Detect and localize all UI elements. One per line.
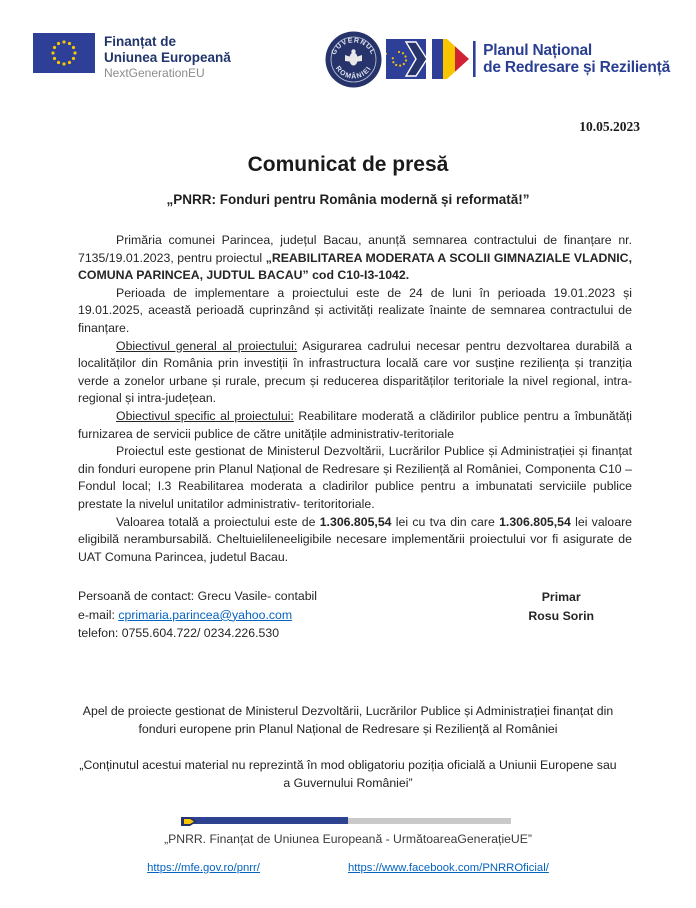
signatory-title: Primar: [541, 590, 581, 605]
email-label: e-mail:: [78, 607, 119, 622]
svg-text:ROMÂNIEI: ROMÂNIEI: [333, 65, 373, 81]
eu-flag-icon: [33, 33, 95, 73]
paragraph-implementation-period: Perioada de implementare a proiectului este de 24 de luni în perioada 19.01.2023 și 19.01.2025, această perioadă cuprinzând și activități realizate înainte de semnarea contractului de finanțare.: [78, 285, 632, 335]
contact-section: [78, 587, 632, 643]
pnrr-logo-line1: Planul Național: [483, 41, 593, 59]
general-objective-heading: Obiectivul general al proiectului:: [116, 338, 298, 353]
signatory-name: Rosu Sorin: [528, 608, 594, 623]
banner-bar-gray-segment: [348, 818, 511, 824]
banner-caption: „PNRR. Finanțat de Uniunea Europeană - UrmătoareaGenerațieUE”: [164, 831, 532, 846]
value-text-pre: Valoarea totală a proiectului este de: [116, 514, 320, 529]
document-body: [78, 232, 632, 566]
total-value-amount: 1.306.805,54: [319, 514, 392, 529]
pnrr-logo-icon: [386, 37, 476, 81]
footer-note-call: Apel de proiecte gestionat de Ministerul Dezvoltării, Lucrărilor Publice și Administrației finanțat din fonduri europene prin Planul Național de Redresare și Reziliență al României: [82, 703, 614, 736]
banner-links: [0, 862, 696, 874]
specific-objective-text: Reabilitare moderată a clădirilor publice pentru a îmbunătăți furnizarea de servicii publice de către unitățile administrativ-teritoriale: [78, 408, 632, 441]
page-title: Comunicat de presă: [247, 153, 449, 176]
signatory-block: [528, 587, 632, 643]
government-of-romania-seal: [325, 31, 382, 93]
document-subtitle: „PNRR: Fonduri pentru România modernă și reformată!”: [166, 192, 530, 207]
facebook-pnrr-link[interactable]: https://www.facebook.com/PNRROficial/: [347, 861, 549, 874]
paragraph-general-objective: [78, 338, 632, 408]
banner-arrow-icon: [181, 815, 205, 828]
paragraph-contract-announcement: [78, 232, 632, 285]
pnrr-logo-text: [483, 42, 670, 77]
eu-funding-text: [104, 33, 231, 81]
contact-details: [78, 587, 317, 643]
pnrr-logo-line2: de Redresare și Reziliență: [483, 59, 670, 76]
contact-email-link[interactable]: cprimaria.parincea@yahoo.com: [118, 607, 293, 622]
contact-email-line: [78, 606, 317, 625]
value-text-mid: lei cu tva din care: [391, 514, 500, 529]
paragraph-1-text: Primăria comunei Parincea, județul Bacau, anunță semnarea contractului de finanțare nr. 7135/19.01.2023, pentru proiectul: [78, 233, 632, 265]
header-logos: [0, 0, 696, 93]
general-objective-text: Asigurarea cadrului necesar pentru dezvoltarea durabilă a localităților din România prin investiții în infrastructura locală care vor susține reziliența și tranziția verde a zonelor urbane și rurale, precum și reducerea disparităților teritoriale la nivel regional, intra-regional și intra-județean.: [78, 338, 632, 406]
contact-phone-line: telefon: 0755.604.722/ 0234.226.530: [78, 626, 280, 641]
banner-bar: [185, 817, 511, 825]
eligible-value-amount: 1.306.805,54: [499, 514, 571, 529]
value-text-post: lei valoare eligibilă nerambursabilă. Cheltuielileneeligibile necesare implementării proiectului vor fi asigurate de UAT Comuna Parincea, judetul Bacau.: [78, 514, 633, 564]
pnrr-logo: [386, 37, 670, 81]
eu-funding-line1: Finanțat de: [104, 34, 177, 49]
pnrr-banner: [0, 817, 696, 874]
project-title-bold: „REABILITAREA MODERATA A SCOLII GIMNAZIALE VLADNIC, COMUNA PARINCEA, JUDTUL BACAU” cod C10-I3-1042.: [78, 250, 632, 283]
footer-disclaimer: „Conținutul acestui material nu reprezintă în mod obligatoriu poziția oficială a Uniunii Europene sau a Guvernului României”: [79, 758, 617, 791]
paragraph-project-value: [78, 514, 632, 567]
contact-person-line: Persoană de contact: Grecu Vasile- contabil: [78, 589, 318, 604]
paragraph-project-management: Proiectul este gestionat de Ministerul Dezvoltării, Lucrărilor Publice și Administrației și finanțat din fonduri europene prin Planul Național de Redresare și Reziliență al României, Componenta C10 – Fondul local; I.3 Reabilitarea moderata a cladirilor publice pentru a imbunatati serviciile publice prestate la nivelul unitatilor administrativ- teritoritoriale.: [78, 444, 632, 511]
mfe-gov-link[interactable]: https://mfe.gov.ro/pnrr/: [147, 861, 260, 874]
gov-romania-seal-icon: [325, 31, 382, 88]
eu-funding-line2: Uniunea Europeană: [104, 49, 231, 65]
eu-funding-logo: [33, 33, 231, 81]
document-date: 10.05.2023: [579, 119, 640, 134]
specific-objective-heading: Obiectivul specific al proiectului:: [116, 408, 294, 423]
next-generation-eu-label: NextGenerationEU: [104, 66, 205, 80]
svg-text:GUVERNUL: GUVERNUL: [330, 37, 377, 57]
banner-bar-navy-segment: [185, 817, 348, 824]
paragraph-specific-objective: [78, 408, 632, 443]
